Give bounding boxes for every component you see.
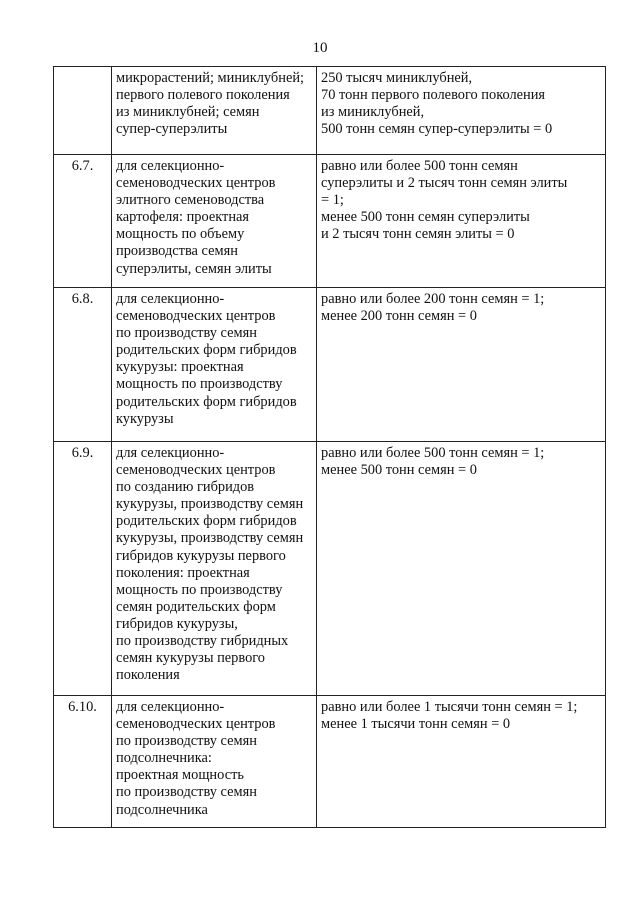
table-row [54, 67, 606, 155]
row-number: 6.8. [54, 288, 112, 442]
value-cell: равно или более 200 тонн семян = 1; менее 200 тонн семян = 0 [317, 288, 606, 442]
page-number: 10 [312, 40, 328, 56]
table-row [54, 696, 606, 828]
criteria-table [53, 66, 606, 828]
table-row [54, 442, 606, 696]
criterion-cell: для селекционно- семеноводческих центров по производству семян подсолнечника: проектная мощность по производству семян подсолнечника [112, 696, 317, 828]
row-number [54, 67, 112, 155]
criterion-cell: для селекционно- семеноводческих центров по созданию гибридов кукурузы, производству семян родительских форм гибридов кукурузы, производству семян гибридов кукурузы первого поколения: проектная мощность по производству семян родительских форм гибридов кукурузы, по производству гибридных семян кукурузы первого поколения [112, 442, 317, 696]
criterion-cell: для селекционно- семеноводческих центров элитного семеноводства картофеля: проектная мощность по объему производства семян суперэлиты, семян элиты [112, 155, 317, 288]
row-number: 6.10. [54, 696, 112, 828]
table-row [54, 155, 606, 288]
value-cell: равно или более 500 тонн семян суперэлиты и 2 тысяч тонн семян элиты = 1; менее 500 тонн семян суперэлиты и 2 тысяч тонн семян элиты = 0 [317, 155, 606, 288]
criterion-cell: микрорастений; миниклубней; первого полевого поколения из миниклубней; семян супер-суперэлиты [112, 67, 317, 155]
value-cell: 250 тысяч миниклубней, 70 тонн первого полевого поколения из миниклубней, 500 тонн семян супер-суперэлиты = 0 [317, 67, 606, 155]
row-number: 6.9. [54, 442, 112, 696]
value-cell: равно или более 1 тысячи тонн семян = 1; менее 1 тысячи тонн семян = 0 [317, 696, 606, 828]
criterion-cell: для селекционно- семеноводческих центров по производству семян родительских форм гибридов кукурузы: проектная мощность по производству родительских форм гибридов кукурузы [112, 288, 317, 442]
table-row [54, 288, 606, 442]
row-number: 6.7. [54, 155, 112, 288]
value-cell: равно или более 500 тонн семян = 1; менее 500 тонн семян = 0 [317, 442, 606, 696]
